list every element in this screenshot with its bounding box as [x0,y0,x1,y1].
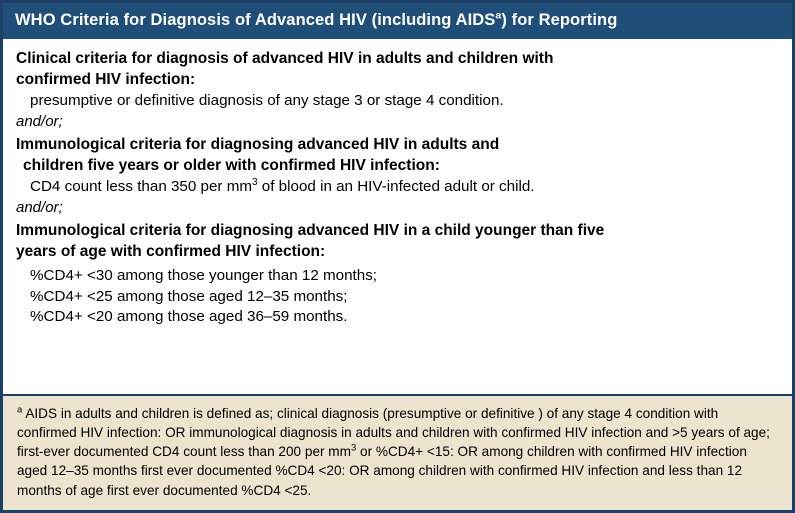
section-clinical-criteria [16,49,779,132]
mm-cubed-superscript: 3 [252,177,258,189]
footnote-block [3,394,792,510]
table-title-bar [3,3,792,39]
section-clinical-heading-line2: confirmed HIV infection: [16,71,196,89]
section-immuno-older-heading-line2-colon: : [434,156,440,174]
section-immunological-younger [16,221,779,328]
section-immunological-older [16,135,779,218]
table-title-text-tail: ) for Reporting [501,11,618,29]
title-footnote-marker: a [495,9,502,22]
connector-and-or-2: and/or; [16,199,63,217]
list-item: %CD4+ <30 among those younger than 12 months; [30,266,378,284]
connector-and-or-1: and/or; [16,113,63,131]
list-item: %CD4+ <20 among those aged 36–59 months. [30,308,348,326]
section-immuno-older-heading-line1: Immunological criteria for diagnosing advanced HIV in adults and [16,135,500,153]
section-immuno-older-heading-line2 [16,156,779,176]
table-title-text: WHO Criteria for Diagnosis of Advanced HIV (including AIDS [15,11,496,29]
section-immuno-younger-heading-line1: Immunological criteria for diagnosing advanced HIV in a child younger than five [16,221,605,239]
section-clinical-detail: presumptive or definitive diagnosis of any stage 3 or stage 4 condition. [30,92,504,110]
criteria-body [3,39,792,394]
section-immuno-younger-heading-line2: years of age with confirmed HIV infection: [16,242,326,260]
footnote-text-part2: or %CD4+ <15: OR among children with confirmed HIV infection aged 12–35 months first ever documented %CD4 <20: OR among children with confirmed HIV infection and less than 12 months of age first ever documented %CD4 <25. [17,444,747,498]
section-clinical-heading-line1: Clinical criteria for diagnosis of advanced HIV in adults and children with [16,49,554,67]
section-immuno-older-heading-line2-text: children five years or older with confirmed HIV infection [23,156,435,174]
cd4-threshold-text: CD4 count less than 350 per mm [30,178,253,196]
list-item: %CD4+ <25 among those aged 12–35 months; [30,287,348,305]
section-immuno-older-detail [16,177,779,197]
footnote-marker: a [17,403,23,415]
footnote-text-part1: AIDS in adults and children is defined as; clinical diagnosis (presumptive or definitive ) of any stage 4 condition with confirmed HIV infection: OR immunological diagnosis in adults and children with confirmed HIV infection and >5 years of age; first-ever documented CD4 count less than 200 per mm [17,405,770,460]
footnote-mm-cubed-superscript: 3 [350,442,357,454]
cd4-threshold-text-tail: of blood in an HIV-infected adult or child. [257,178,535,196]
